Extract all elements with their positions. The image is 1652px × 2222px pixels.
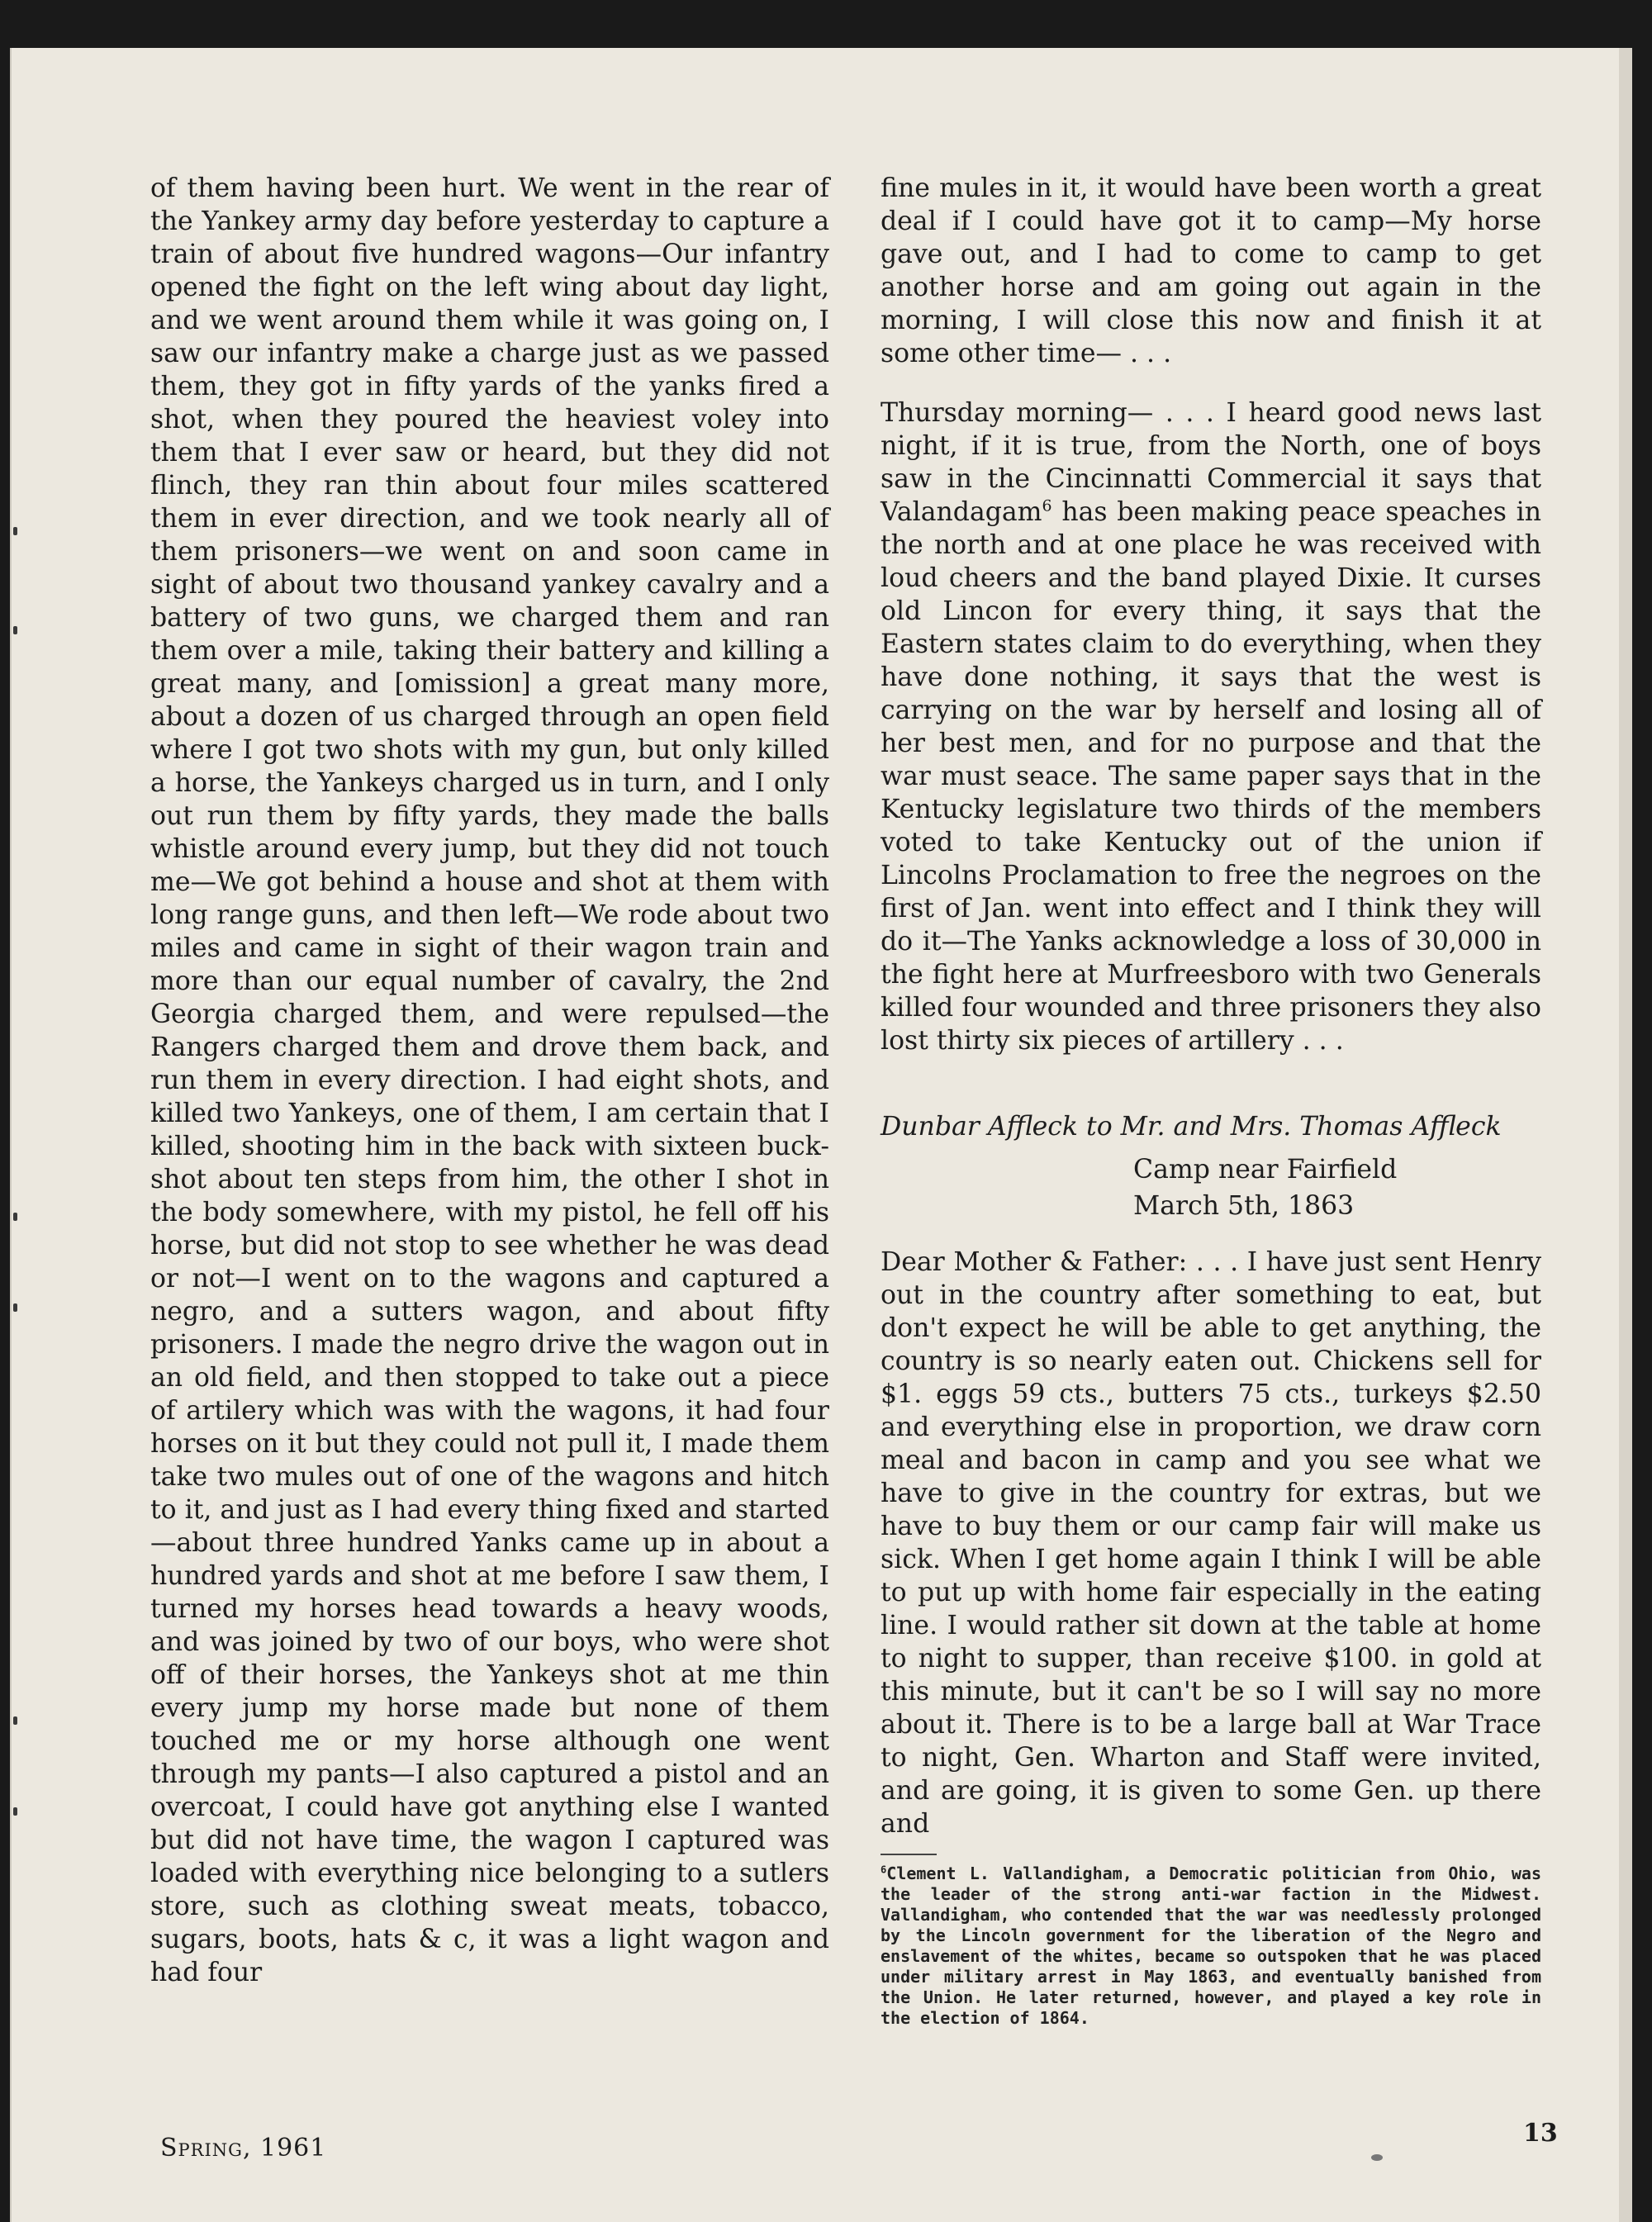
footnote [881,1864,1541,2029]
paragraph-text: Thursday morning— . . . I heard good news last night, if it is true, from the North, one of boys saw in the Cincinnatti Commercial it says that Valandagam [881,398,1541,527]
page-number: 13 [1523,2119,1558,2148]
right-column [881,172,1541,2029]
footnote-text: Clement L. Vallandigham, a Democratic politician from Ohio, was the leader of the strong anti-war faction in the Midwest. Vallandigham, who contended that the war was needlessly prolonged by the Lincoln government for the liberation of the Negro and enslavement of the whites, became so outspoken that he was placed under military arrest in May 1863, and eventually banished from the Union. He later returned, however, and played a key role in the election of 1864. [881,1864,1541,2028]
binding-mark [13,1807,17,1816]
paragraph-text: has been making peace speaches in the north and at one place he was received with loud cheers and the band played Dixie. It curses old Lincon for every thing, it says that the Eastern states claim to do everything, when they have done nothing, it says that the west is carrying on the war by herself and losing all of her best men, and for no purpose and that the war must seace. The same paper says that in the Kentucky legislature two thirds of the members voted to take Kentucky out of the union if Lincolns Proclamation to free the negroes on the first of Jan. went into effect and I think they will do it—The Yanks acknowledge a loss of 30,000 in the fight here at Murfreesboro with two Generals killed four wounded and three prisoners they also lost thirty six pieces of artillery . . . [881,497,1541,1056]
body-paragraph: of them having been hurt. We went in the rear of the Yankey army day before yesterday to capture a train of about five hundred wagons—Our infantry opened the fight on the left wing about day light, and we went around them while it was going on, I saw our infantry make a charge just as we passed them, they got in fifty yards of the yanks fired a shot, when they poured the heaviest voley into them that I ever saw or heard, but they did not flinch, they ran thin about four miles scattered them in ever direction, and we took nearly all of them prisoners—we went on and soon came in sight of about two thousand yankey cavalry and a battery of two guns, we charged them and ran them over a mile, taking their battery and killing a great many, and [omission] a great many more, about a dozen of us charged through an open field where I got two shots with my gun, but only killed a horse, the Yankeys charged us in turn, and I only out run them by fifty yards, they made the balls whistle around every jump, but they did not touch me—We got behind a house and shot at them with long range guns, and then left—We rode about two miles and came in sight of their wagon train and more than our equal number of cavalry, the 2nd Georgia charged them, and were repulsed—the Rangers charged them and drove them back, and run them in every direction. I had eight shots, and killed two Yankeys, one of them, I am certain that I killed, shooting him in the back with sixteen buck-shot about ten steps from him, the other I shot in the body somewhere, with my pistol, he fell off his horse, but did not stop to see whether he was dead or not—I went on to the wagons and captured a negro, and a sutters wagon, and about fifty prisoners. I made the negro drive the wagon out in an old field, and then stopped to take out a piece of artilery which was with the wagons, it had four horses on it but they could not pull it, I made them take two mules out of one of the wagons and hitch to it, and just as I had every thing fixed and started—about three hundred Yanks came up in about a hundred yards and shot at me before I saw them, I turned my horses head towards a heavy woods, and was joined by two of our boys, who were shot off of their horses, the Yankeys shot at me thin every jump my horse made but none of them touched me or my horse although one went through my pants—I also captured a pistol and an overcoat, I could have got anything else I wanted but did not have time, the wagon I captured was loaded with everything nice belonging to a sutlers store, such as clothing sweat meats, tobacco, sugars, boots, hats & c, it was a light wagon and had four [150,173,829,1987]
footnote-marker: 6 [881,1864,887,1876]
binding-mark [13,1213,17,1221]
dateline-date: March 5th, 1863 [1133,1191,1355,1221]
journal-page [10,48,1622,2222]
paper-speck [1371,2154,1383,2161]
binding-mark [13,1303,17,1312]
issue-footer: Spring, 1961 [160,2134,327,2163]
letter-dateline [1133,1151,1541,1224]
body-paragraph: fine mules in it, it would have been worth a great deal if I could have got it to camp—My horse gave out, and I had to come to camp to get another horse and am going out again in the morning, I will close this now and finish it at some other time— . . . [881,173,1541,368]
footnote-divider [881,1854,937,1855]
dateline-place: Camp near Fairfield [1133,1155,1398,1185]
footnote-reference: 6 [1042,496,1052,515]
binding-mark [13,527,17,535]
body-paragraph [881,396,1541,1057]
binding-mark [13,626,17,634]
letter-heading: Dunbar Affleck to Mr. and Mrs. Thomas Affleck [881,1112,1502,1142]
left-column [150,172,829,1989]
binding-mark [13,1716,17,1725]
page-edge [1619,48,1632,2222]
body-paragraph: Dear Mother & Father: . . . I have just sent Henry out in the country after something to eat, but don't expect he will be able to get anything, the country is so nearly eaten out. Chickens sell for $1. eggs 59 cts., butters 75 cts., turkeys $2.50 and everything else in proportion, we draw corn meal and bacon in camp and you see what we have to give in the country for extras, but we have to buy them or our camp fair will make us sick. When I get home again I think I will be able to put up with home fair especially in the eating line. I would rather sit down at the table at home to night to supper, than receive $100. in gold at this minute, but it can't be so I will say no more about it. There is to be a large ball at War Trace to night, Gen. Wharton and Staff were invited, and are going, it is given to some Gen. up there and [881,1247,1541,1839]
